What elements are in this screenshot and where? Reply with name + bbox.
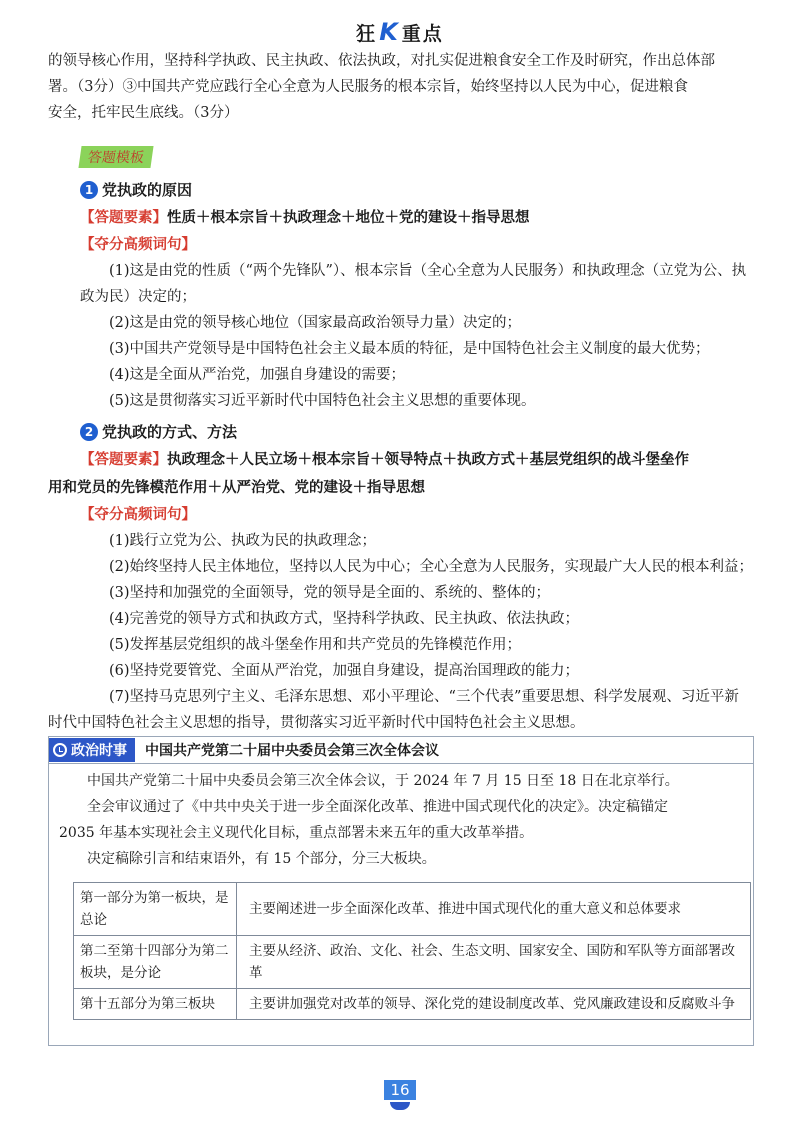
intro-line: 署。（3分）③中国共产党应践行全心全意为人民服务的根本宗旨，始终坚持以人民为中心，促进粮食 <box>48 79 688 95</box>
list-item: (3)中国共产党领导是中国特色社会主义最本质的特征，是中国特色社会主义制度的最大优势； <box>109 341 710 357</box>
table-cell-part: 第一部分为第一板块，是总论 <box>74 883 237 936</box>
header-text-post: 重点 <box>401 23 444 45</box>
clock-icon <box>53 743 67 757</box>
page-number: 16 <box>384 1080 415 1100</box>
list-item: (1)践行立党为公、执政为民的执政理念； <box>109 533 377 549</box>
req-tag: 【答题要素】 <box>80 452 167 468</box>
brand-logo-icon <box>390 1102 410 1110</box>
list-item: (5)这是贯彻落实习近平新时代中国特色社会主义思想的重要体现。 <box>109 393 536 409</box>
list-item: (1)这是由党的性质（“两个先锋队”）、根本宗旨（全心全意为人民服务）和执政理念（立党为公、执 <box>109 263 747 279</box>
list-item: (7)坚持马克思列宁主义、毛泽东思想、邓小平理论、“三个代表”重要思想、科学发展观、习近平新 <box>109 689 739 705</box>
table-row <box>74 989 751 1020</box>
req-text: 性质＋根本宗旨＋执政理念＋地位＋党的建设＋指导思想 <box>167 210 530 226</box>
section2-hf-tag: 【夺分高频词句】 <box>80 507 196 523</box>
req-text: 执政理念＋人民立场＋根本宗旨＋领导特点＋执政方式＋基层党组织的战斗堡垒作 <box>167 452 689 468</box>
req-tag: 【答题要素】 <box>80 210 167 226</box>
intro-line: 的领导核心作用，坚持科学执政、民主执政、依法执政，对扎实促进粮食安全工作及时研究，作出总体部 <box>48 53 715 69</box>
table-row <box>74 883 751 936</box>
news-paragraph: 2035 年基本实现社会主义现代化目标，重点部署未来五年的重大改革举措。 <box>59 825 534 841</box>
list-item: (6)坚持党要管党、全面从严治党，加强自身建设，提高治国理政的能力； <box>109 663 580 679</box>
news-body <box>49 764 753 1020</box>
section1-hf-tag: 【夺分高频词句】 <box>80 237 196 253</box>
table-cell-desc: 主要从经济、政治、文化、社会、生态文明、国家安全、国防和军队等方面部署改革 <box>237 936 751 989</box>
header-k-logo: K <box>379 18 400 46</box>
list-item: 政为民）决定的； <box>80 289 196 305</box>
page-header <box>0 18 800 46</box>
section1-title: 党执政的原因 <box>102 181 193 199</box>
news-paragraph: 决定稿除引言和结束语外，有 15 个部分，分三大板块。 <box>87 851 436 867</box>
list-item: 时代中国特色社会主义思想的指导，贯彻落实习近平新时代中国特色社会主义思想。 <box>48 715 585 731</box>
header-text-pre: 狂 <box>356 23 378 45</box>
news-title-bar <box>49 737 753 764</box>
table-cell-desc: 主要讲加强党对改革的领导、深化党的建设制度改革、党风廉政建设和反腐败斗争 <box>237 989 751 1020</box>
news-box <box>48 736 754 1046</box>
number-circle-icon: 2 <box>80 423 98 441</box>
news-table <box>73 882 751 1020</box>
section1-requirements <box>80 204 754 232</box>
section2-title: 党执政的方式、方法 <box>102 423 238 441</box>
list-item: (3)坚持和加强党的全面领导，党的领导是全面的、系统的、整体的； <box>109 585 551 601</box>
list-item: (5)发挥基层党组织的战斗堡垒作用和共产党员的先锋模范作用； <box>109 637 522 653</box>
table-row <box>74 936 751 989</box>
news-badge-label: 政治时事 <box>71 743 127 759</box>
page-footer <box>0 1080 800 1110</box>
number-circle-icon: 1 <box>80 181 98 199</box>
template-tag: 答题模板 <box>78 146 153 168</box>
list-item: (4)这是全面从严治党，加强自身建设的需要； <box>109 367 406 383</box>
news-paragraph: 中国共产党第二十届中央委员会第三次全体会议，于 2024 年 7 月 15 日至 18 日在北京举行。 <box>87 773 679 789</box>
section2-requirements <box>80 446 754 474</box>
main-content <box>48 48 754 736</box>
table-cell-part: 第二至第十四部分为第二板块，是分论 <box>74 936 237 989</box>
list-item: (2)这是由党的领导核心地位（国家最高政治领导力量）决定的； <box>109 315 522 331</box>
news-badge <box>49 738 135 762</box>
table-cell-part: 第十五部分为第三板块 <box>74 989 237 1020</box>
news-title: 中国共产党第二十届中央委员会第三次全体会议 <box>145 743 439 759</box>
table-cell-desc: 主要阐述进一步全面深化改革、推进中国式现代化的重大意义和总体要求 <box>237 883 751 936</box>
intro-line: 安全，托牢民生底线。（3分） <box>48 105 239 121</box>
section2-heading <box>80 418 754 446</box>
list-item: (4)完善党的领导方式和执政方式，坚持科学执政、民主执政、依法执政； <box>109 611 580 627</box>
news-paragraph: 全会审议通过了《中共中央关于进一步全面深化改革、推进中国式现代化的决定》。决定稿锚定 <box>87 799 668 815</box>
section1-heading <box>80 176 754 204</box>
section2-requirements-cont: 用和党员的先锋模范作用＋从严治党、党的建设＋指导思想 <box>48 480 425 496</box>
list-item: (2)始终坚持人民主体地位，坚持以人民为中心；全心全意为人民服务，实现最广大人民的根本利益； <box>109 559 754 575</box>
